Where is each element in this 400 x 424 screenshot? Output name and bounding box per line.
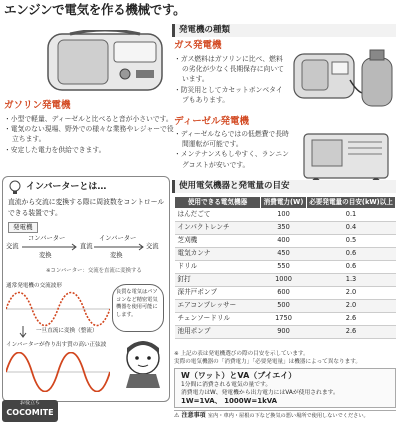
flow-inverter: インバーター: [99, 235, 137, 242]
table-cell: 100: [261, 208, 307, 221]
table-cell: 池用ポンプ: [175, 325, 261, 338]
diesel-bullets: [174, 129, 294, 170]
table-cell: 600: [261, 286, 307, 299]
wva-box: [174, 368, 396, 408]
gas-title: ガス発電機: [174, 40, 222, 51]
notice-box: [174, 410, 396, 424]
types-bar-title: 発電機の種類: [172, 24, 396, 37]
flow-ac-out: 交流: [146, 243, 159, 250]
table-note-2: 実際の電気機器の「消費電力」「必要発電量」は機器によって異なります。: [174, 359, 361, 365]
gasoline-bullet: ・小型で軽量、ディーゼルと比べると音が小さいです。: [4, 115, 173, 123]
power-table: [174, 196, 396, 339]
table-cell: 2.0: [307, 299, 396, 312]
gas-bullet: ・ガス燃料はガソリンに比べ、燃料の劣化が少なく長期保存に向いています。: [174, 55, 284, 84]
table-row: [175, 286, 396, 299]
table-cell: 1.3: [307, 273, 396, 286]
table-cell: 釘打: [175, 273, 261, 286]
table-bar-title: 使用電気機器と発電量の目安: [172, 180, 396, 193]
table-row: [175, 221, 396, 234]
table-cell: 0.5: [307, 234, 396, 247]
table-cell: 2.0: [307, 286, 396, 299]
gasoline-generator-image: [40, 30, 170, 94]
flow-arrows: [6, 235, 166, 265]
table-cell: 1750: [261, 312, 307, 325]
wave1-label: 通常発電機の交流波形: [6, 283, 62, 289]
table-row: [175, 299, 396, 312]
warning-icon: ⚠: [174, 412, 180, 419]
down-arrow-icon: [18, 326, 28, 341]
wva-line-2: 消費電力はW、発電機から出力電力にはVAが使用されます。: [181, 389, 339, 396]
table-cell: 0.4: [307, 221, 396, 234]
flow-convert-2: 変換: [110, 252, 123, 259]
sine-wave-graphic: [6, 352, 110, 395]
table-cell: 2.6: [307, 312, 396, 325]
inverter-desc: 直流から交流に変換する際に周波数をコントロールできる装置です。: [8, 198, 165, 217]
diesel-title: ディーゼル発電機: [174, 116, 250, 127]
notice-title: 注意事項: [181, 412, 206, 419]
diesel-bullet: ・メンテナンスもしやすく、ランニングコストが安いです。: [174, 150, 289, 169]
speech-bubble: [112, 284, 164, 332]
converter-note: ※コンバーター：交流を直流に変換する: [46, 268, 142, 274]
diesel-bullet: ・ディーゼルならではの低燃費で長時間運転が可能です。: [174, 130, 289, 149]
table-header: 使用できる電気機器: [175, 197, 261, 209]
table-cell: チェンソードリル: [175, 312, 261, 325]
conversion-flow: [6, 235, 166, 265]
table-row: [175, 312, 396, 325]
gasoline-bullet: ・電気のない現場、野外での様々な業務やレジャーで役立ちます。: [4, 125, 174, 144]
table-row: [175, 273, 396, 286]
flow-converter: コンバーター: [28, 235, 66, 242]
table-header: 消費電力(W): [261, 197, 307, 209]
gas-bullets: [174, 54, 286, 105]
logo-name: COCOMITE: [6, 408, 54, 417]
table-cell: 350: [261, 221, 307, 234]
table-row: [175, 234, 396, 247]
cocomite-logo: [2, 400, 58, 422]
table-cell: 500: [261, 299, 307, 312]
wva-title: W（ワット）とVA（ブイエイ）: [181, 371, 297, 380]
gas-bullet: ・防災用としてカセットボンベタイプもあります。: [174, 85, 283, 104]
table-cell: 0.6: [307, 247, 396, 260]
rough-wave-graphic: [6, 291, 110, 330]
power-table-wrap: [174, 196, 396, 339]
table-cell: 900: [261, 325, 307, 338]
table-header: 必要発電量の目安(kW)以上: [307, 197, 396, 209]
table-cell: 400: [261, 234, 307, 247]
table-row: [175, 325, 396, 338]
table-row: [175, 260, 396, 273]
notice-text: 室内・車内・屋根の下など換気の悪い場所で使用しないでください。: [207, 413, 369, 419]
logo-top-text: お役立ち: [19, 400, 40, 406]
wave2-label: インバーターが作り出す質の高い正弦波: [6, 342, 107, 348]
gasoline-bullet: ・安定した電力を供給できます。: [4, 145, 106, 154]
table-row: [175, 208, 396, 221]
table-cell: 450: [261, 247, 307, 260]
table-cell: 1000: [261, 273, 307, 286]
table-cell: 0.6: [307, 260, 396, 273]
flow-convert-1: 変換: [39, 252, 52, 259]
wva-line-1: 1分間に消費される電気の量です。: [181, 381, 272, 388]
wva-equation: 1W=1VA、 1000W=1kVA: [181, 397, 278, 406]
flow-ac-in: 交流: [6, 243, 19, 250]
table-cell: 2.6: [307, 325, 396, 338]
gasoline-title: ガソリン発電機: [4, 100, 71, 111]
table-cell: 芝刈機: [175, 234, 261, 247]
table-cell: 0.1: [307, 208, 396, 221]
page-headline: エンジンで電気を作る機械です。: [4, 2, 186, 17]
table-cell: 深井戸ポンプ: [175, 286, 261, 299]
gasoline-bullets: [4, 114, 174, 155]
mascot-image: [120, 336, 166, 391]
table-cell: はんだごて: [175, 208, 261, 221]
table-cell: 電気カンナ: [175, 247, 261, 260]
table-cell: エアコンプレッサー: [175, 299, 261, 312]
table-cell: インパクトレンチ: [175, 221, 261, 234]
table-note-1: ※ 上記の表は発電機選びの際の目安を示しています。: [174, 351, 309, 357]
flow-tag: 発電機: [8, 222, 38, 233]
flow-dc: 直流: [80, 243, 93, 250]
rectify-label: 一旦直流に変換（整流）: [36, 328, 98, 334]
gas-generator-image: [290, 40, 398, 115]
table-cell: ドリル: [175, 260, 261, 273]
table-row: [175, 247, 396, 260]
table-cell: 550: [261, 260, 307, 273]
inverter-title: インバーターとは…: [26, 182, 107, 192]
bubble-text: 良質な電気はパソコンなど精密電気機器を使用可能にします。: [116, 289, 158, 318]
